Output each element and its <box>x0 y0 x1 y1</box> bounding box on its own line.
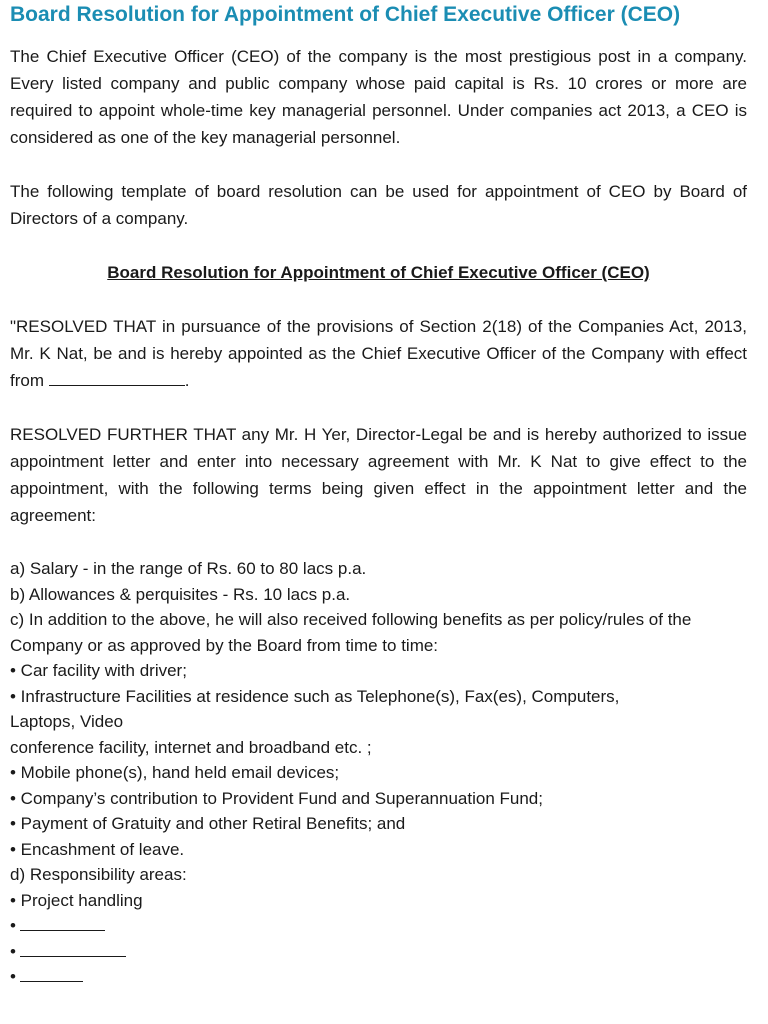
document-title: Board Resolution for Appointment of Chief Executive Officer (CEO) <box>10 3 681 26</box>
document-page <box>10 0 747 990</box>
benefit-car: • Car facility with driver; <box>10 661 187 680</box>
benefit-mobile: • Mobile phone(s), hand held email devices; <box>10 763 340 782</box>
responsibility-blank-3 <box>10 964 747 990</box>
term-allowances: b) Allowances & perquisites - Rs. 10 lacs p.a. <box>10 584 351 604</box>
effective-date-blank <box>49 368 185 386</box>
bullet-glyph: • <box>10 967 16 986</box>
bullet-glyph: • <box>10 941 16 961</box>
benefit-provident-fund: • Company’s contribution to Provident Fund and Superannuation Fund; <box>10 788 543 808</box>
benefit-infrastructure-line3: conference facility, internet and broadband etc. ; <box>10 737 372 757</box>
resolved-text: "RESOLVED THAT in pursuance of the provisions of Section 2(18) of the Companies Act, 2013, Mr. K Nat, be and is hereby appointed as the Chief Executive Officer of the Company with effect from <box>10 317 747 390</box>
responsibility-blank-1 <box>10 913 747 939</box>
intro-paragraph: The Chief Executive Officer (CEO) of the company is the most prestigious post in a company. Every listed company and public company whose paid capital is Rs. 10 crores or more are required to appoint whole-time key managerial personnel. Under companies act 2013, a CEO is considered as one of the key managerial personnel. <box>10 47 747 147</box>
benefit-infrastructure-line1: • Infrastructure Facilities at residence such as Telephone(s), Fax(es), Computers, <box>10 686 620 706</box>
benefit-gratuity: • Payment of Gratuity and other Retiral Benefits; and <box>10 814 406 833</box>
benefit-infrastructure-line2: Laptops, Video <box>10 712 124 731</box>
term-salary: a) Salary - in the range of Rs. 60 to 80 lacs p.a. <box>10 559 367 578</box>
term-benefits-intro: c) In addition to the above, he will also received following benefits as per policy/rules of the Company or as approved by the Board from time to time: <box>10 610 692 655</box>
benefit-leave-encashment: • Encashment of leave. <box>10 839 185 859</box>
template-paragraph: The following template of board resolution can be used for appointment of CEO by Board of Directors of a company. <box>10 182 747 228</box>
terms-list <box>10 556 747 990</box>
resolved-paragraph <box>10 313 747 394</box>
bullet-glyph: • <box>10 916 16 935</box>
blank-line <box>20 964 83 982</box>
blank-line <box>20 913 105 931</box>
resolved-further-paragraph: RESOLVED FURTHER THAT any Mr. H Yer, Director-Legal be and is hereby authorized to issue appointment letter and enter into necessary agreement with Mr. K Nat to give effect to the appointment, with the following terms being given effect in the appointment letter and the agreement: <box>10 425 747 525</box>
term-responsibility-heading: d) Responsibility areas: <box>10 865 187 884</box>
responsibility-blank-2 <box>10 939 747 965</box>
blank-line <box>20 939 126 957</box>
resolved-end: . <box>184 371 190 390</box>
responsibility-project-handling: • Project handling <box>10 890 143 910</box>
resolution-heading: Board Resolution for Appointment of Chief Executive Officer (CEO) <box>107 263 650 282</box>
